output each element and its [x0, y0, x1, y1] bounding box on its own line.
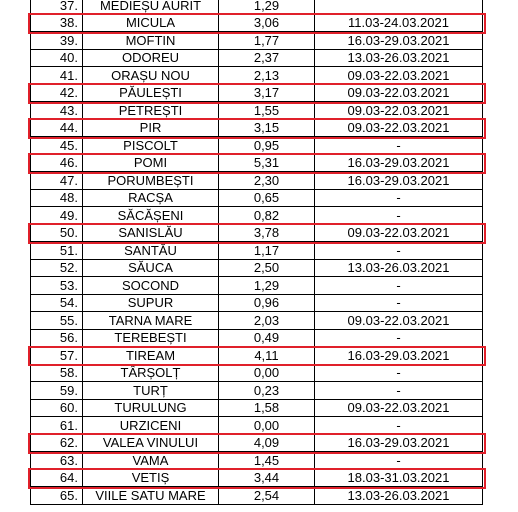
incidence-value-cell: 2,03: [219, 312, 315, 330]
table-row: [31, 294, 483, 312]
locality-cell: PETREȘTI: [83, 102, 219, 120]
row-number-cell: 65.: [31, 487, 83, 505]
locality-cell: VAMA: [83, 452, 219, 470]
locality-cell: ODOREU: [83, 49, 219, 67]
restriction-period-cell: 16.03-29.03.2021: [315, 32, 483, 50]
incidence-value-cell: 2,37: [219, 49, 315, 67]
row-number-cell: 38.: [31, 14, 83, 32]
table-row: [31, 154, 483, 172]
row-number-cell: 46.: [31, 154, 83, 172]
table-row: [31, 469, 483, 487]
restriction-period-cell: -: [315, 242, 483, 260]
table-row: [31, 364, 483, 382]
table-row: [31, 277, 483, 295]
restriction-period-cell: 09.03-22.03.2021: [315, 399, 483, 417]
restriction-period-cell: 16.03-29.03.2021: [315, 172, 483, 190]
restriction-period-cell: 09.03-22.03.2021: [315, 119, 483, 137]
incidence-value-cell: 0,49: [219, 329, 315, 347]
restriction-period-cell: 16.03-29.03.2021: [315, 434, 483, 452]
row-number-cell: 44.: [31, 119, 83, 137]
restriction-period-cell: 09.03-22.03.2021: [315, 84, 483, 102]
table-row: [31, 242, 483, 260]
locality-cell: SOCOND: [83, 277, 219, 295]
restriction-period-cell: 09.03-22.03.2021: [315, 312, 483, 330]
row-number-cell: 45.: [31, 137, 83, 155]
incidence-value-cell: 2,54: [219, 487, 315, 505]
restriction-period-cell: 09.03-22.03.2021: [315, 67, 483, 85]
row-number-cell: 53.: [31, 277, 83, 295]
table-row: [31, 347, 483, 365]
row-number-cell: 56.: [31, 329, 83, 347]
row-number-cell: 48.: [31, 189, 83, 207]
row-number-cell: 39.: [31, 32, 83, 50]
row-number-cell: 61.: [31, 417, 83, 435]
table-row: [31, 49, 483, 67]
table-body: [31, 0, 483, 504]
locality-cell: PĂULEȘTI: [83, 84, 219, 102]
restriction-period-cell: -: [315, 364, 483, 382]
restriction-period-cell: -: [315, 189, 483, 207]
table-row: [31, 102, 483, 120]
locality-cell: PORUMBEȘTI: [83, 172, 219, 190]
restriction-period-cell: 13.03-26.03.2021: [315, 487, 483, 505]
restriction-period-cell: -: [315, 207, 483, 225]
incidence-value-cell: 3,06: [219, 14, 315, 32]
table-row: [31, 434, 483, 452]
restriction-period-cell: 11.03-24.03.2021: [315, 14, 483, 32]
row-number-cell: 42.: [31, 84, 83, 102]
row-number-cell: 40.: [31, 49, 83, 67]
locality-cell: URZICENI: [83, 417, 219, 435]
table-row: [31, 417, 483, 435]
table-row: [31, 452, 483, 470]
row-number-cell: 49.: [31, 207, 83, 225]
table-row: [31, 0, 483, 14]
row-number-cell: 37.: [31, 0, 83, 14]
locality-cell: SANTĂU: [83, 242, 219, 260]
row-number-cell: 51.: [31, 242, 83, 260]
row-number-cell: 52.: [31, 259, 83, 277]
table-row: [31, 32, 483, 50]
row-number-cell: 59.: [31, 382, 83, 400]
incidence-value-cell: 2,30: [219, 172, 315, 190]
locality-cell: VETIȘ: [83, 469, 219, 487]
incidence-value-cell: 3,78: [219, 224, 315, 242]
restriction-period-cell: -: [315, 329, 483, 347]
incidence-value-cell: 1,55: [219, 102, 315, 120]
row-number-cell: 54.: [31, 294, 83, 312]
table-row: [31, 224, 483, 242]
incidence-value-cell: 2,50: [219, 259, 315, 277]
table-row: [31, 399, 483, 417]
row-number-cell: 60.: [31, 399, 83, 417]
locality-cell: ORAȘU NOU: [83, 67, 219, 85]
restriction-period-cell: 16.03-29.03.2021: [315, 347, 483, 365]
locality-cell: PIR: [83, 119, 219, 137]
table-row: [31, 14, 483, 32]
row-number-cell: 43.: [31, 102, 83, 120]
locality-cell: SĂUCA: [83, 259, 219, 277]
incidence-value-cell: 0,95: [219, 137, 315, 155]
locality-cell: VIILE SATU MARE: [83, 487, 219, 505]
table-row: [31, 189, 483, 207]
incidence-value-cell: 1,29: [219, 0, 315, 14]
row-number-cell: 55.: [31, 312, 83, 330]
locality-cell: PISCOLT: [83, 137, 219, 155]
locality-cell: SUPUR: [83, 294, 219, 312]
table-row: [31, 207, 483, 225]
table-row: [31, 382, 483, 400]
table-row: [31, 84, 483, 102]
incidence-value-cell: 4,09: [219, 434, 315, 452]
incidence-value-cell: 0,00: [219, 364, 315, 382]
incidence-value-cell: 3,44: [219, 469, 315, 487]
row-number-cell: 63.: [31, 452, 83, 470]
incidence-value-cell: 0,23: [219, 382, 315, 400]
restriction-period-cell: -: [315, 294, 483, 312]
incidence-value-cell: 1,58: [219, 399, 315, 417]
locality-cell: MICULA: [83, 14, 219, 32]
table-row: [31, 259, 483, 277]
incidence-value-cell: 4,11: [219, 347, 315, 365]
locality-cell: TIREAM: [83, 347, 219, 365]
restriction-period-cell: 09.03-22.03.2021: [315, 224, 483, 242]
restriction-period-cell: -: [315, 382, 483, 400]
locality-cell: MOFTIN: [83, 32, 219, 50]
table-row: [31, 67, 483, 85]
incidence-table: [30, 0, 483, 505]
row-number-cell: 50.: [31, 224, 83, 242]
row-number-cell: 64.: [31, 469, 83, 487]
row-number-cell: 58.: [31, 364, 83, 382]
restriction-period-cell: -: [315, 277, 483, 295]
table-row: [31, 487, 483, 505]
restriction-period-cell: 18.03-31.03.2021: [315, 469, 483, 487]
restriction-period-cell: -: [315, 417, 483, 435]
locality-cell: MEDIEȘU AURIT: [83, 0, 219, 14]
locality-cell: SĂCĂȘENI: [83, 207, 219, 225]
table-row: [31, 312, 483, 330]
locality-cell: TEREBEȘTI: [83, 329, 219, 347]
incidence-value-cell: 1,17: [219, 242, 315, 260]
table-row: [31, 329, 483, 347]
table-row: [31, 172, 483, 190]
incidence-value-cell: 1,45: [219, 452, 315, 470]
restriction-period-cell: 13.03-26.03.2021: [315, 259, 483, 277]
row-number-cell: 47.: [31, 172, 83, 190]
incidence-value-cell: 5,31: [219, 154, 315, 172]
incidence-value-cell: 3,15: [219, 119, 315, 137]
incidence-value-cell: 1,29: [219, 277, 315, 295]
locality-cell: TURȚ: [83, 382, 219, 400]
table-row: [31, 137, 483, 155]
locality-cell: TURULUNG: [83, 399, 219, 417]
locality-cell: TARNA MARE: [83, 312, 219, 330]
row-number-cell: 62.: [31, 434, 83, 452]
incidence-value-cell: 0,82: [219, 207, 315, 225]
incidence-value-cell: 2,13: [219, 67, 315, 85]
incidence-value-cell: 0,00: [219, 417, 315, 435]
restriction-period-cell: 16.03-29.03.2021: [315, 154, 483, 172]
table-row: [31, 119, 483, 137]
incidence-value-cell: 0,65: [219, 189, 315, 207]
incidence-value-cell: 3,17: [219, 84, 315, 102]
locality-cell: TÂRȘOLȚ: [83, 364, 219, 382]
locality-cell: VALEA VINULUI: [83, 434, 219, 452]
incidence-value-cell: 1,77: [219, 32, 315, 50]
restriction-period-cell: 13.03-26.03.2021: [315, 49, 483, 67]
row-number-cell: 57.: [31, 347, 83, 365]
restriction-period-cell: [315, 0, 483, 14]
restriction-period-cell: -: [315, 137, 483, 155]
incidence-value-cell: 0,96: [219, 294, 315, 312]
restriction-period-cell: 09.03-22.03.2021: [315, 102, 483, 120]
locality-cell: SANISLĂU: [83, 224, 219, 242]
locality-cell: RACȘA: [83, 189, 219, 207]
locality-cell: POMI: [83, 154, 219, 172]
row-number-cell: 41.: [31, 67, 83, 85]
restriction-period-cell: -: [315, 452, 483, 470]
